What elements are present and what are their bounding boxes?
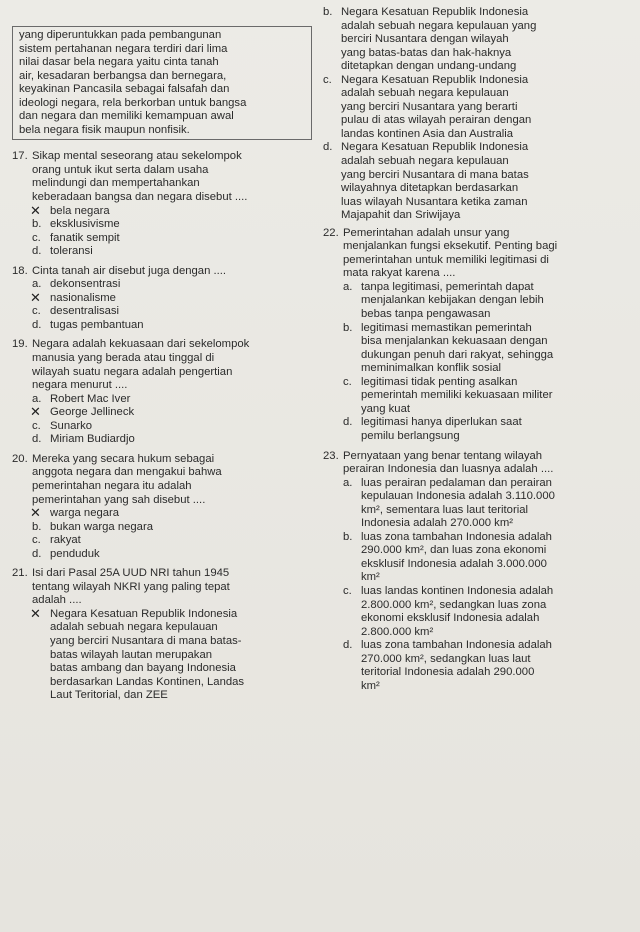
option-line: dekonsentrasi bbox=[50, 278, 121, 291]
option-line: tugas pembantuan bbox=[50, 318, 144, 331]
option-line: eksklusivisme bbox=[50, 218, 120, 231]
option-letter bbox=[343, 376, 361, 417]
question-line: pemerintahan untuk memiliki legitimasi di bbox=[343, 253, 549, 266]
option-line: berdasarkan Landas Kontinen, Landas bbox=[50, 675, 245, 688]
option-line: adalah sebuah negara kepulauan yang bbox=[341, 19, 537, 32]
option-line: Sunarko bbox=[50, 419, 93, 432]
option-letter-text: d. bbox=[32, 318, 42, 331]
question-text bbox=[343, 450, 629, 477]
question-line: wilayah suatu negara adalah pengertian bbox=[32, 365, 233, 378]
option-letter-text: d. bbox=[32, 547, 42, 560]
box-line: air, kesadaran berbangsa dan bernegara, bbox=[19, 69, 227, 82]
option-letter bbox=[32, 433, 50, 447]
question-number: 17. bbox=[12, 150, 28, 163]
answer-option[interactable] bbox=[343, 585, 629, 639]
answer-option[interactable] bbox=[343, 281, 629, 322]
option-text bbox=[50, 393, 312, 407]
option-letter bbox=[32, 521, 50, 535]
option-line: fanatik sempit bbox=[50, 231, 120, 244]
left-column bbox=[12, 6, 312, 709]
option-letter-text: b. bbox=[32, 520, 42, 533]
question-line: adalah .... bbox=[32, 594, 82, 607]
option-letter bbox=[32, 548, 50, 562]
option-line: George Jellineck bbox=[50, 406, 135, 419]
option-line: yang batas-batas dan hak-haknya bbox=[341, 46, 512, 59]
question-stem bbox=[12, 567, 312, 608]
answer-option[interactable] bbox=[343, 639, 629, 693]
answer-option[interactable] bbox=[32, 521, 312, 535]
option-line: bukan warga negara bbox=[50, 520, 154, 533]
option-letter bbox=[32, 534, 50, 548]
box-line: keyakinan Pancasila sebagai falsafah dan bbox=[19, 83, 230, 96]
option-letter bbox=[32, 507, 50, 521]
option-line: yang berciri Nusantara di mana batas bbox=[341, 168, 529, 181]
question-text bbox=[32, 265, 312, 279]
option-line: Miriam Budiardjo bbox=[50, 433, 135, 446]
answer-option[interactable] bbox=[30, 202, 312, 219]
option-line: yang berciri Nusantara yang berarti bbox=[341, 100, 518, 113]
option-line: toleransi bbox=[50, 245, 93, 258]
option-line: tanpa legitimasi, pemerintah dapat bbox=[361, 280, 534, 293]
option-text bbox=[50, 420, 312, 434]
answer-option[interactable] bbox=[343, 376, 629, 417]
option-line: pulau di atas wilayah perairan dengan bbox=[341, 114, 532, 127]
answer-option[interactable] bbox=[32, 548, 312, 562]
handwritten-cross-mark-icon: ✕ bbox=[30, 202, 41, 218]
box-line: sistem pertahanan negara terdiri dari lima bbox=[19, 42, 228, 55]
answer-option[interactable] bbox=[32, 406, 312, 420]
option-line: adalah sebuah negara kepulauan bbox=[341, 87, 509, 100]
box-line: nilai dasar bela negara yaitu cinta tanah bbox=[19, 56, 219, 69]
option-line: rakyat bbox=[50, 534, 81, 547]
option-text bbox=[50, 232, 312, 246]
option-line: km², sementara luas laut teritorial bbox=[361, 503, 529, 516]
option-line: landas kontinen Asia dan Australia bbox=[341, 127, 514, 140]
option-text bbox=[361, 639, 629, 693]
option-text bbox=[50, 534, 312, 548]
option-line: luas wilayah Nusantara ketika zaman bbox=[341, 195, 528, 208]
option-line: Negara Kesatuan Republik Indonesia bbox=[50, 607, 238, 620]
option-line: Majapahit dan Sriwijaya bbox=[341, 209, 461, 222]
option-line: bela negara bbox=[50, 204, 110, 217]
question-19 bbox=[12, 338, 312, 446]
question-23 bbox=[323, 450, 629, 694]
question-line: perairan Indonesia dan luasnya adalah .... bbox=[343, 463, 554, 476]
option-line: 2.800.000 km², sedangkan luas zona bbox=[361, 598, 547, 611]
option-text bbox=[361, 477, 629, 531]
option-line: km² bbox=[361, 571, 380, 584]
question-line: Cinta tanah air disebut juga dengan .... bbox=[32, 264, 227, 277]
option-line: penduduk bbox=[50, 547, 100, 560]
option-line: Negara Kesatuan Republik Indonesia bbox=[341, 6, 529, 18]
option-line: warga negara bbox=[50, 507, 120, 520]
option-text bbox=[341, 141, 629, 222]
option-letter bbox=[343, 477, 361, 531]
option-text bbox=[50, 548, 312, 562]
option-line: pemilu berlangsung bbox=[361, 429, 460, 442]
option-letter-text: d. bbox=[343, 639, 353, 652]
option-line: 290.000 km², dan luas zona ekonomi bbox=[361, 544, 547, 557]
answer-option[interactable] bbox=[32, 433, 312, 447]
option-line: legitimasi memastikan pemerintah bbox=[361, 321, 532, 334]
option-letter bbox=[323, 141, 341, 222]
question-line: manusia yang berada atau tinggal di bbox=[32, 352, 215, 365]
option-text bbox=[50, 245, 312, 259]
option-letter bbox=[343, 585, 361, 639]
question-stem bbox=[12, 338, 312, 392]
option-letter bbox=[32, 218, 50, 232]
box-line: yang diperuntukkan pada pembangunan bbox=[19, 29, 222, 41]
question-line: orang untuk ikut serta dalam usaha bbox=[32, 163, 209, 176]
option-letter-text: b. bbox=[32, 218, 42, 231]
option-line: ditetapkan dengan undang-undang bbox=[341, 60, 517, 73]
option-letter bbox=[343, 322, 361, 376]
option-text bbox=[50, 205, 312, 219]
answer-option[interactable] bbox=[32, 393, 312, 407]
question-text bbox=[343, 227, 629, 281]
handwritten-cross-mark-icon: ✕ bbox=[30, 404, 41, 420]
option-line: kepulauan Indonesia adalah 3.110.000 bbox=[361, 490, 555, 503]
option-letter-text: c. bbox=[343, 375, 352, 388]
option-text bbox=[50, 292, 312, 306]
option-line: yang berciri Nusantara di mana batas- bbox=[50, 634, 242, 647]
option-letter-text: c. bbox=[32, 419, 41, 432]
option-line: pemerintah memiliki kekuasaan militer bbox=[361, 389, 553, 402]
question-number: 20. bbox=[12, 452, 28, 465]
question-line: Pemerintahan adalah unsur yang bbox=[343, 226, 510, 239]
option-letter bbox=[32, 245, 50, 259]
option-line: teritorial Indonesia adalah 290.000 bbox=[361, 666, 535, 679]
option-line: bebas tanpa pengawasan bbox=[361, 308, 491, 321]
option-text bbox=[361, 531, 629, 585]
option-line: Negara Kesatuan Republik Indonesia bbox=[341, 141, 529, 154]
option-letter-text: b. bbox=[343, 321, 353, 334]
handwritten-cross-mark-icon: ✕ bbox=[30, 289, 41, 305]
question-21 bbox=[12, 567, 312, 702]
option-line: nasionalisme bbox=[50, 291, 116, 304]
option-line: eksklusif Indonesia adalah 3.000.000 bbox=[361, 557, 547, 570]
option-line: luas perairan pedalaman dan perairan bbox=[361, 476, 552, 489]
question-line: anggota negara dan mengakui bahwa bbox=[32, 466, 222, 479]
handwritten-cross-mark-icon: ✕ bbox=[30, 605, 41, 621]
option-letter-text: c. bbox=[32, 231, 41, 244]
question-number: 18. bbox=[12, 264, 28, 277]
answer-option[interactable] bbox=[32, 305, 312, 319]
option-line: yang kuat bbox=[361, 402, 410, 415]
question-line: mata rakyat karena .... bbox=[343, 267, 456, 280]
question-21-continued bbox=[323, 6, 629, 223]
option-line: Robert Mac Iver bbox=[50, 392, 131, 405]
option-line: luas zona tambahan Indonesia adalah bbox=[361, 530, 552, 543]
option-text bbox=[50, 278, 312, 292]
question-line: Isi dari Pasal 25A UUD NRI tahun 1945 bbox=[32, 567, 230, 580]
option-line: meminimalkan konflik sosial bbox=[361, 362, 502, 375]
answer-option[interactable] bbox=[32, 245, 312, 259]
answer-option[interactable] bbox=[343, 322, 629, 376]
option-letter bbox=[323, 74, 341, 142]
question-line: tentang wilayah NKRI yang paling tepat bbox=[32, 580, 230, 593]
option-line: Indonesia adalah 270.000 km² bbox=[361, 517, 513, 530]
option-line: 270.000 km², sedangkan luas laut bbox=[361, 652, 531, 665]
option-letter-text: b. bbox=[343, 530, 353, 543]
option-text bbox=[361, 281, 629, 322]
question-line: menjalankan fungsi eksekutif. Penting bagi bbox=[343, 240, 558, 253]
option-text bbox=[50, 433, 312, 447]
option-letter bbox=[30, 289, 50, 306]
option-line: adalah sebuah negara kepulauan bbox=[50, 621, 218, 634]
option-line: km² bbox=[361, 679, 380, 692]
option-line: batas wilayah lautan merupakan bbox=[50, 648, 213, 661]
question-stem bbox=[12, 453, 312, 507]
answer-option[interactable] bbox=[32, 534, 312, 548]
question-text bbox=[32, 150, 312, 204]
option-line: legitimasi hanya diperlukan saat bbox=[361, 416, 522, 429]
question-number: 23. bbox=[323, 449, 339, 462]
option-line: wilayahnya ditetapkan berdasarkan bbox=[341, 182, 519, 195]
right-column bbox=[323, 6, 629, 699]
answer-option[interactable] bbox=[32, 232, 312, 246]
option-text bbox=[50, 521, 312, 535]
box-line: ideologi negara, rela berkorban untuk bangsa bbox=[19, 96, 247, 109]
question-line: melindungi dan mempertahankan bbox=[32, 177, 200, 190]
option-letter-text: a. bbox=[343, 476, 353, 489]
answer-option[interactable] bbox=[32, 420, 312, 434]
option-text bbox=[361, 376, 629, 417]
option-line: 2.800.000 km² bbox=[361, 625, 434, 638]
option-line: Laut Teritorial, dan ZEE bbox=[50, 689, 168, 702]
answer-option[interactable] bbox=[323, 141, 629, 222]
option-letter-text: d. bbox=[343, 416, 353, 429]
option-text bbox=[50, 608, 312, 703]
option-letter-text: d. bbox=[32, 433, 42, 446]
option-text bbox=[341, 6, 629, 74]
question-line: Pernyataan yang benar tentang wilayah bbox=[343, 449, 543, 462]
option-letter-text: a. bbox=[343, 280, 353, 293]
option-line: bisa menjalankan kekuasaan dengan bbox=[361, 335, 548, 348]
option-letter-text: c. bbox=[32, 534, 41, 547]
question-line: pemerintahan negara itu adalah bbox=[32, 479, 192, 492]
option-line: berciri Nusantara dengan wilayah bbox=[341, 33, 509, 46]
option-letter-text: c. bbox=[343, 584, 352, 597]
answer-option[interactable] bbox=[32, 507, 312, 521]
option-text bbox=[50, 218, 312, 232]
option-letter bbox=[30, 605, 50, 703]
question-line: Negara adalah kekuasaan dari sekelompok bbox=[32, 338, 250, 351]
option-letter-text: b. bbox=[323, 6, 333, 18]
option-letter-text: d. bbox=[32, 245, 42, 258]
option-letter bbox=[32, 305, 50, 319]
option-letter bbox=[323, 6, 341, 74]
question-stem bbox=[12, 265, 312, 279]
box-line: dan negara dan memiliki kemampuan awal bbox=[19, 110, 234, 123]
option-letter bbox=[32, 406, 50, 420]
option-text bbox=[341, 74, 629, 142]
question-number: 21. bbox=[12, 567, 28, 580]
option-letter bbox=[343, 531, 361, 585]
option-letter bbox=[32, 319, 50, 333]
option-letter-text: c. bbox=[323, 73, 332, 86]
answer-option[interactable] bbox=[343, 416, 629, 443]
answer-option[interactable] bbox=[323, 6, 629, 74]
option-line: menjalankan kebijakan dengan lebih bbox=[361, 294, 544, 307]
option-text bbox=[361, 416, 629, 443]
answer-option[interactable] bbox=[32, 319, 312, 333]
option-letter-text: a. bbox=[32, 278, 42, 291]
option-line: luas landas kontinen Indonesia adalah bbox=[361, 584, 554, 597]
option-letter bbox=[343, 639, 361, 693]
question-17 bbox=[12, 150, 312, 258]
option-line: luas zona tambahan Indonesia adalah bbox=[361, 639, 552, 652]
option-text bbox=[50, 319, 312, 333]
answer-option[interactable] bbox=[343, 531, 629, 585]
question-number: 19. bbox=[12, 338, 28, 351]
option-text bbox=[361, 322, 629, 376]
answer-option[interactable] bbox=[343, 477, 629, 531]
option-letter bbox=[343, 281, 361, 322]
option-text bbox=[50, 406, 312, 420]
option-line: Negara Kesatuan Republik Indonesia bbox=[341, 73, 529, 86]
answer-option[interactable] bbox=[32, 278, 312, 292]
question-number: 22. bbox=[323, 226, 339, 239]
question-line: negara menurut .... bbox=[32, 379, 128, 392]
answer-option[interactable] bbox=[323, 74, 629, 142]
box-line: bela negara fisik maupun nonfisik. bbox=[19, 123, 190, 136]
option-line: batas ambang dan bayang Indonesia bbox=[50, 662, 236, 675]
previous-answer-box bbox=[12, 26, 312, 140]
option-letter-text: d. bbox=[323, 141, 333, 154]
question-stem bbox=[323, 450, 629, 477]
option-line: desentralisasi bbox=[50, 305, 120, 318]
question-text bbox=[32, 453, 312, 507]
question-stem bbox=[323, 227, 629, 281]
question-text bbox=[32, 338, 312, 392]
answer-option[interactable] bbox=[30, 289, 312, 306]
option-letter bbox=[30, 202, 50, 219]
option-letter bbox=[32, 232, 50, 246]
question-text bbox=[32, 567, 312, 608]
option-letter-text: c. bbox=[32, 305, 41, 318]
handwritten-cross-mark-icon: ✕ bbox=[30, 505, 41, 521]
option-text bbox=[50, 507, 312, 521]
question-line: Sikap mental seseorang atau sekelompok bbox=[32, 150, 242, 163]
option-text bbox=[361, 585, 629, 639]
question-22 bbox=[323, 227, 629, 444]
option-line: ekonomi eksklusif Indonesia adalah bbox=[361, 612, 540, 625]
option-line: dukungan penuh dari rakyat, sehingga bbox=[361, 348, 554, 361]
answer-option[interactable] bbox=[30, 605, 312, 703]
option-letter-text: a. bbox=[32, 392, 42, 405]
option-letter bbox=[32, 420, 50, 434]
question-line: Mereka yang secara hukum sebagai bbox=[32, 452, 215, 465]
question-stem bbox=[12, 150, 312, 204]
question-line: keberadaan bangsa dan negara disebut .... bbox=[32, 191, 248, 204]
question-20 bbox=[12, 453, 312, 561]
question-line: pemerintahan yang sah disebut .... bbox=[32, 493, 206, 506]
answer-option[interactable] bbox=[32, 218, 312, 232]
option-text bbox=[50, 305, 312, 319]
option-letter bbox=[343, 416, 361, 443]
option-line: adalah sebuah negara kepulauan bbox=[341, 155, 509, 168]
question-18 bbox=[12, 265, 312, 333]
option-line: legitimasi tidak penting asalkan bbox=[361, 375, 518, 388]
